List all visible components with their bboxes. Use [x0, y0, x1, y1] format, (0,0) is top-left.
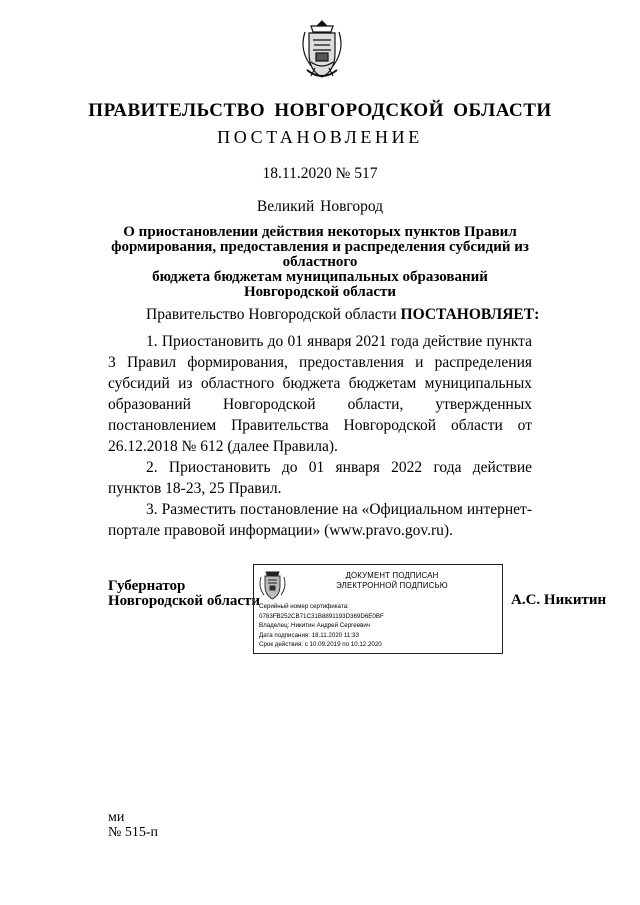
electronic-signature-stamp: [253, 564, 503, 654]
footer-number: № 515-п: [108, 825, 159, 840]
coat-of-arms-icon: [259, 569, 286, 602]
subject-line: бюджета бюджетам муниципальных образований Новгородской области: [152, 269, 488, 300]
organization-name: ПРАВИТЕЛЬСТВО НОВГОРОДСКОЙ ОБЛАСТИ: [88, 100, 552, 121]
preamble-text: Правительство Новгородской области: [146, 306, 401, 323]
paragraph-item-3: 3. Разместить постановление на «Официальном интернет-портале правовой информации» (www.pravo.gov.ru).: [108, 501, 532, 539]
preamble-decree: ПОСТАНОВЛЯЕТ:: [400, 306, 540, 323]
footer-initials: ми: [108, 810, 125, 825]
stamp-heading: [292, 571, 492, 591]
subject-line: формирования, предоставления и распределения субсидий из областного: [111, 239, 529, 270]
signer-position-line: Губернатор: [108, 578, 186, 594]
signer-position: [108, 579, 260, 609]
document-date-number: 18.11.2020 № 517: [262, 165, 378, 182]
document-body: [108, 331, 532, 541]
subject-line: О приостановлении действия некоторых пунктов Правил: [123, 224, 517, 240]
paragraph-item-1: 1. Приостановить до 01 января 2021 года действие пункта 3 Правил формирования, предоставления и распределения субсидий из областного бюджета бюджетам муниципальных образований Новгородской области, утвержденных постановлением Правительства Новгородской области от 26.12.2018 № 612 (далее Правила).: [108, 333, 532, 455]
paragraph-item-2: 2. Приостановить до 01 января 2022 года действие пунктов 18-23, 25 Правил.: [108, 459, 532, 497]
signer-position-line: Новгородской области: [108, 593, 261, 609]
signed-date: Дата подписания: 18.11.2020 11:33: [259, 631, 359, 639]
certificate-validity: Срок действия: с 10.09.2019 по 10.12.2020: [259, 641, 382, 649]
certificate-owner: Владелец: Никитин Андрей Сергеевич: [259, 622, 371, 630]
stamp-heading-line: ДОКУМЕНТ ПОДПИСАН: [345, 571, 439, 580]
preamble: [146, 306, 539, 324]
signer-name: А.С. Никитин: [511, 592, 607, 608]
certificate-serial: 0783FB252CB71C31B8891193D369D6E0BF: [259, 612, 384, 620]
document-type: ПОСТАНОВЛЕНИЕ: [217, 127, 423, 147]
stamp-details: [259, 602, 499, 650]
coat-of-arms-icon: [297, 18, 347, 84]
document-city: Великий Новгород: [256, 198, 384, 215]
footer-code: [108, 810, 158, 840]
certificate-label: Серийный номер сертификата:: [259, 603, 349, 610]
document-subject: [110, 225, 530, 300]
stamp-heading-line: ЭЛЕКТРОННОЙ ПОДПИСЬЮ: [336, 581, 448, 590]
